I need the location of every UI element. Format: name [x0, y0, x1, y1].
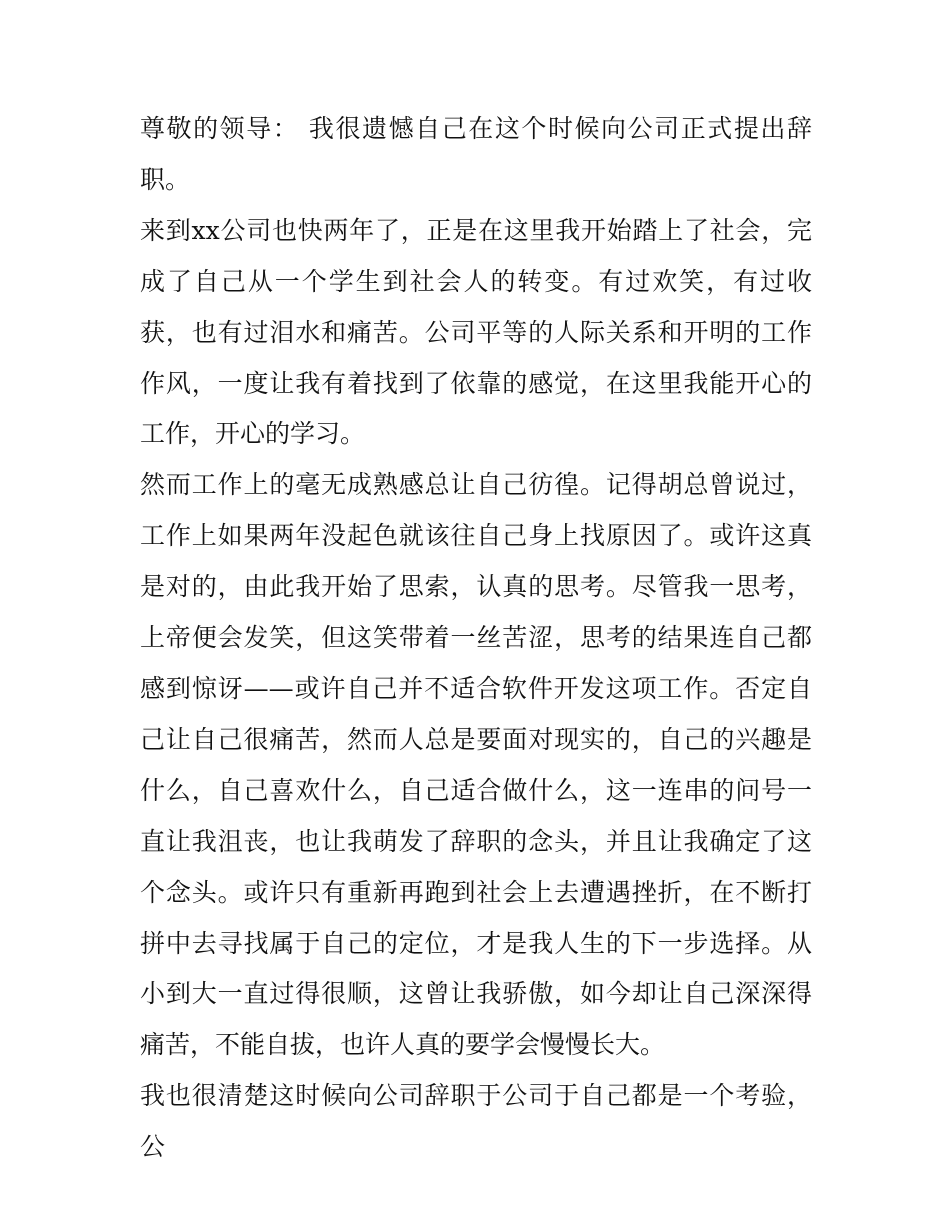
paragraph-reason: 然而工作上的毫无成熟感总让自己彷徨。记得胡总曾说过，工作上如果两年没起色就该往自己身上找原因了。或许这真是对的，由此我开始了思索，认真的思考。尽管我一思考，上帝便会发笑，但这笑带着一丝苦涩，思考的结果连自己都感到惊讶——或许自己并不适合软件开发这项工作。否定自己让自己很痛苦，然而人总是要面对现实的，自己的兴趣是什么，自己喜欢什么，自己适合做什么，这一连串的问号一直让我沮丧，也让我萌发了辞职的念头，并且让我确定了这个念头。或许只有重新再跑到社会上去遭遇挫折，在不断打拼中去寻找属于自己的定位，才是我人生的下一步选择。从小到大一直过得很顺，这曾让我骄傲，如今却让自己深深得痛苦，不能自拔，也许人真的要学会慢慢长大。	[140, 470, 812, 1060]
paragraph-closing: 我也很清楚这时候向公司辞职于公司于自己都是一个考验，公	[140, 1081, 812, 1162]
paragraph-greeting: 尊敬的领导： 我很遗憾自己在这个时候向公司正式提出辞职。	[140, 114, 812, 194]
letter-body	[140, 104, 812, 1173]
paragraph-intro: 来到xx公司也快两年了，正是在这里我开始踏上了社会，完成了自己从一个学生到社会人的转变。有过欢笑，有过收获，也有过泪水和痛苦。公司平等的人际关系和开明的工作作风，一度让我有着找到了依靠的感觉，在这里我能开心的工作，开心的学习。	[140, 215, 812, 449]
